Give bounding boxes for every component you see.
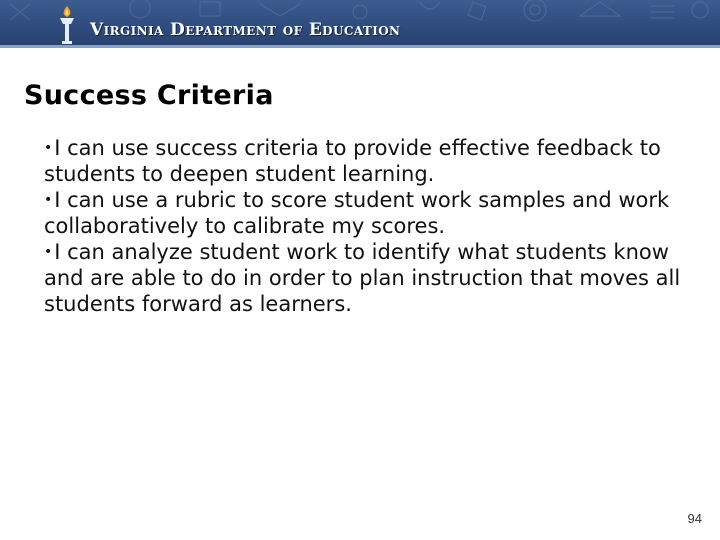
organization-name: Virginia Department of Education bbox=[90, 20, 401, 40]
bullet-marker: • bbox=[44, 192, 53, 208]
criteria-text: I can use success criteria to provide effective feedback to students to deepen student learning. bbox=[44, 136, 661, 186]
success-criteria-list bbox=[44, 135, 684, 317]
criteria-text: I can analyze student work to identify what students know and are able to do in order to plan instruction that moves all students forward as learners. bbox=[44, 240, 681, 316]
banner-stripe bbox=[0, 45, 720, 48]
page-number: 94 bbox=[687, 511, 702, 526]
list-item bbox=[44, 187, 684, 239]
bullet-marker: • bbox=[44, 244, 53, 260]
header-banner bbox=[0, 0, 720, 48]
list-item bbox=[44, 135, 684, 187]
slide-title: Success Criteria bbox=[24, 80, 274, 111]
torch-icon bbox=[52, 4, 82, 46]
bullet-marker: • bbox=[44, 140, 53, 156]
criteria-text: I can use a rubric to score student work samples and work collaboratively to calibrate my scores. bbox=[44, 188, 670, 238]
list-item bbox=[44, 239, 684, 317]
